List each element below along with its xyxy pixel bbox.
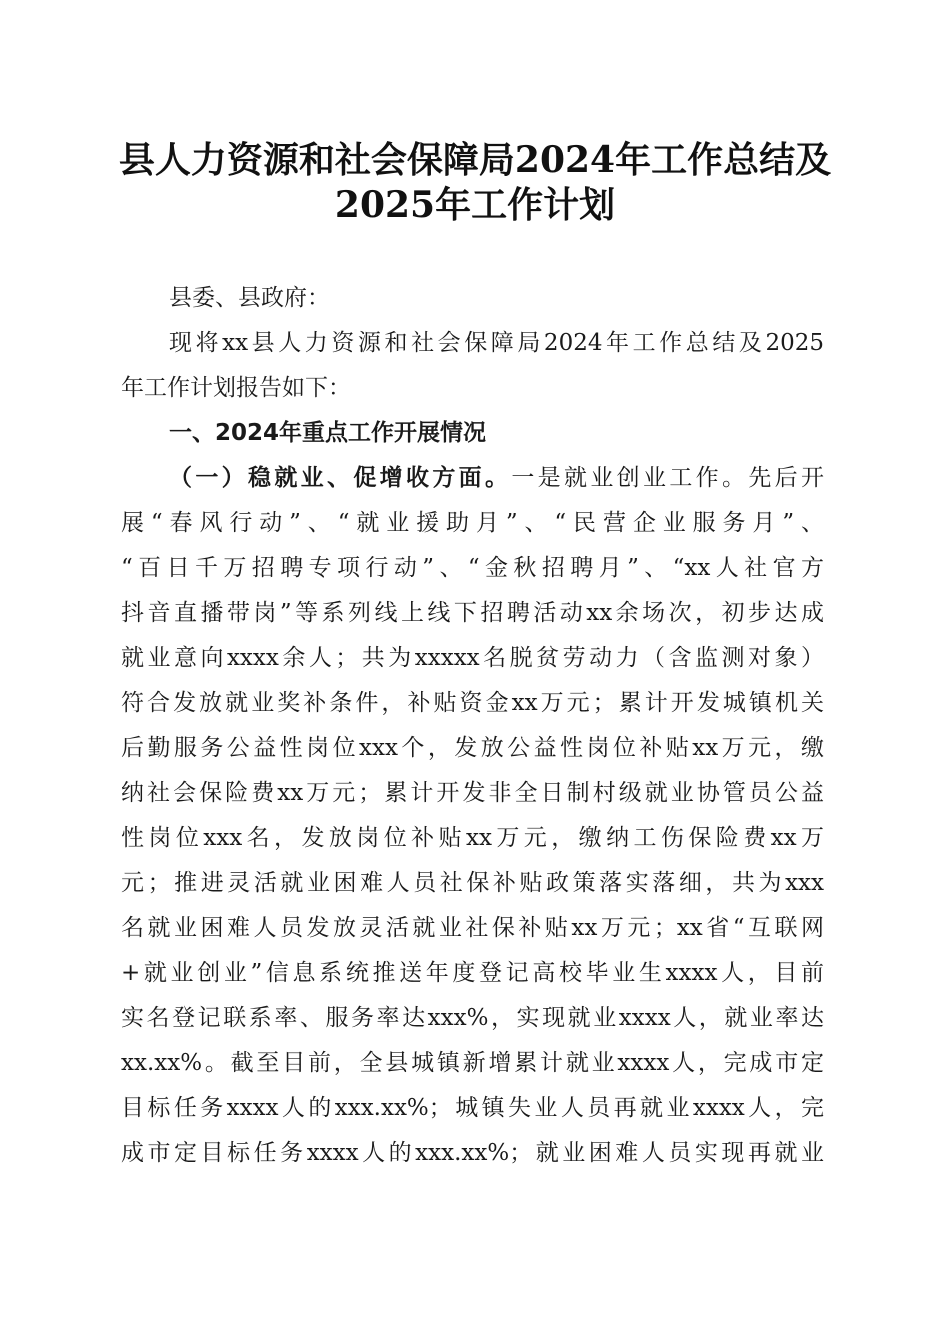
intro-line-2: 年工作计划报告如下： <box>121 375 351 401</box>
paragraph-line: 名就业困难人员发放灵活就业社保补贴xx万元；xx省“互联网 <box>121 915 824 941</box>
paragraph-line: xx.xx%。截至目前，全县城镇新增累计就业xxxx人，完成市定 <box>121 1050 824 1076</box>
document-body <box>121 276 824 1176</box>
paragraph-line: “百日千万招聘专项行动”、“金秋招聘月”、“xx人社官方 <box>121 555 824 581</box>
paragraph-line: 成市定目标任务xxxx人的xxx.xx%；就业困难人员实现再就业 <box>121 1140 824 1166</box>
paragraph-line: 就业意向xxxx余人；共为xxxxx名脱贫劳动力（含监测对象） <box>121 645 824 671</box>
paragraph-line: 抖音直播带岗”等系列线上线下招聘活动xx余场次，初步达成 <box>121 600 824 626</box>
salutation: 县委、县政府： <box>169 285 330 311</box>
paragraph-lead: （一）稳就业、促增收方面。 <box>169 464 512 491</box>
intro-line-1: 现将xx县人力资源和社会保障局2024年工作总结及2025 <box>169 330 824 356</box>
paragraph-lead-rest: 一是就业创业工作。先后开 <box>511 465 824 491</box>
paragraph-line: 实名登记联系率、服务率达xxx%，实现就业xxxx人，就业率达 <box>121 1005 824 1031</box>
paragraph-line: 元；推进灵活就业困难人员社保补贴政策落实落细，共为xxx <box>121 870 824 896</box>
paragraph-line: +就业创业”信息系统推送年度登记高校毕业生xxxx人，目前 <box>121 960 824 986</box>
paragraph-line: 纳社会保险费xx万元；累计开发非全日制村级就业协管员公益 <box>121 780 824 806</box>
document-title-line-2: 2025年工作计划 <box>334 184 616 226</box>
paragraph-line: 展“春风行动”、“就业援助月”、“民营企业服务月”、 <box>121 510 824 536</box>
paragraph-line: 后勤服务公益性岗位xxx个，发放公益性岗位补贴xx万元，缴 <box>121 735 824 761</box>
document-title-line-1: 县人力资源和社会保障局2024年工作总结及 <box>118 139 832 181</box>
paragraph-line: 符合发放就业奖补条件，补贴资金xx万元；累计开发城镇机关 <box>121 690 824 716</box>
paragraph-line-first <box>169 456 824 500</box>
section-heading: 一、2024年重点工作开展情况 <box>169 420 487 446</box>
paragraph-line: 性岗位xxx名，发放岗位补贴xx万元，缴纳工伤保险费xx万 <box>121 825 824 851</box>
paragraph-line: 目标任务xxxx人的xxx.xx%；城镇失业人员再就业xxxx人，完 <box>121 1095 824 1121</box>
